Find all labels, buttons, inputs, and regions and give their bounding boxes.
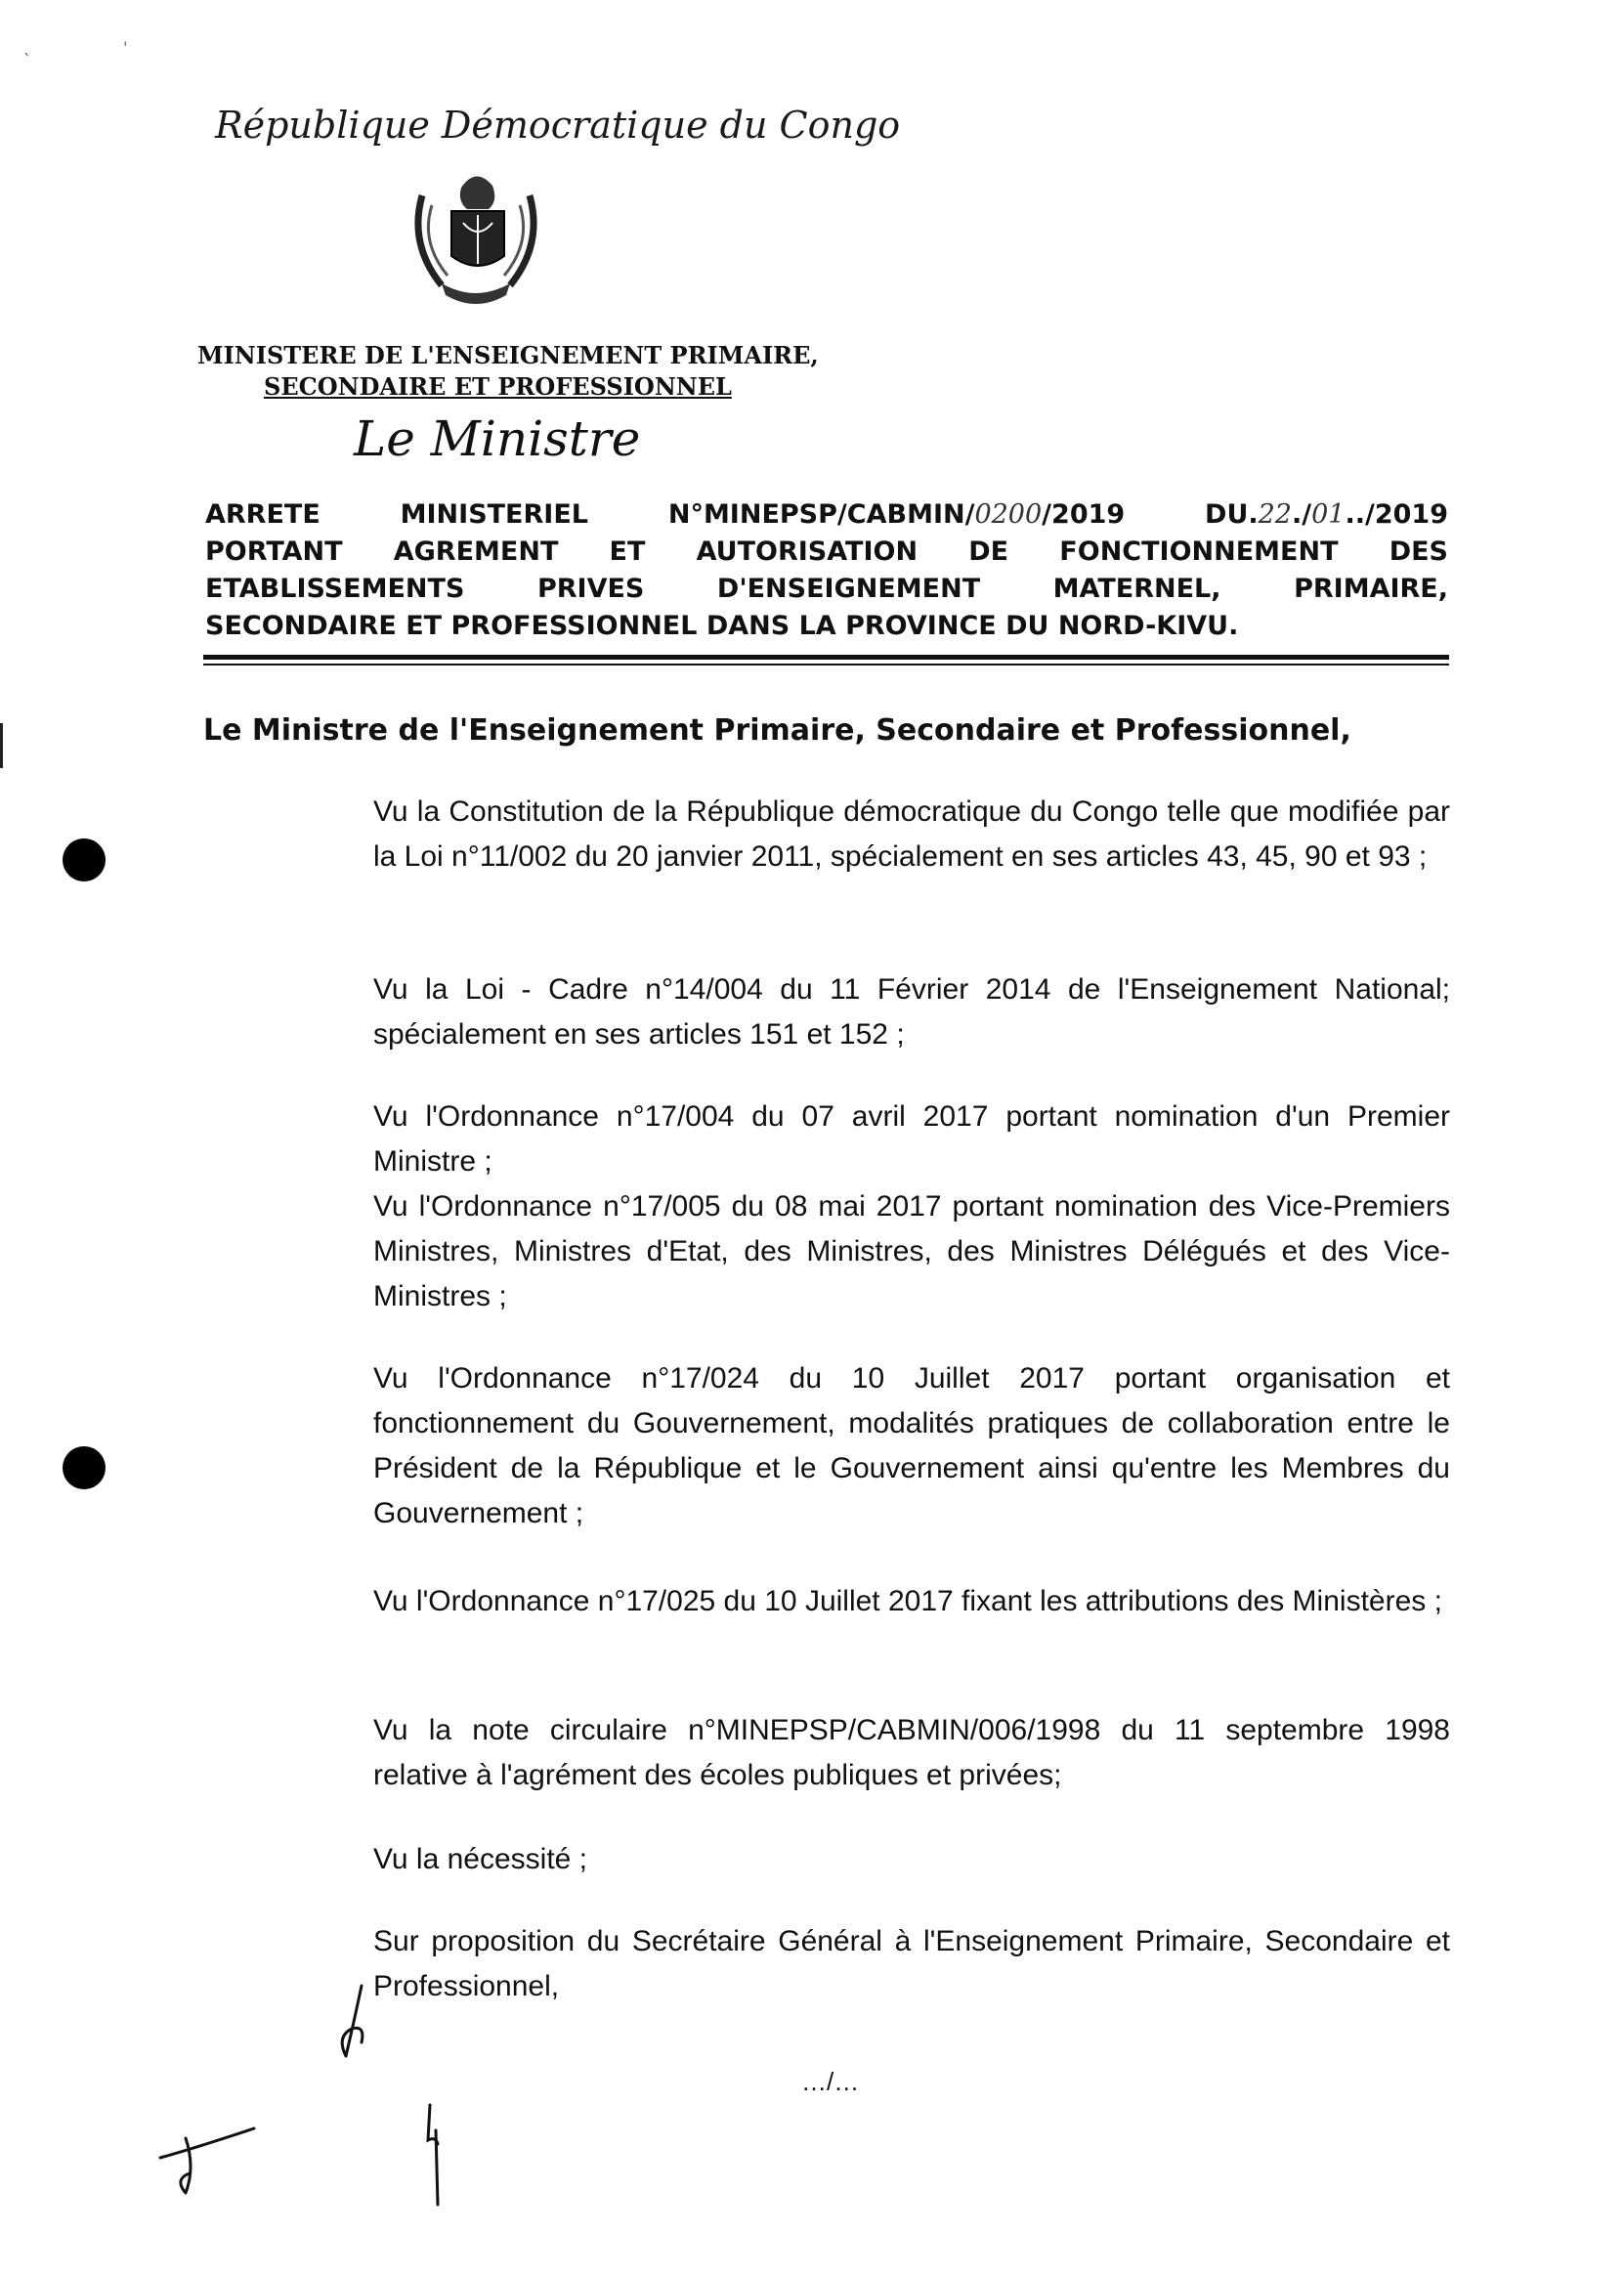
recital-proposal — [207, 1919, 1450, 2009]
recital-necessity — [207, 1837, 1450, 1882]
decree-word: MINISTERIEL — [400, 499, 588, 530]
recital-framework-law — [207, 967, 1450, 1057]
recital-ordonnance-024 — [207, 1356, 1450, 1536]
recital-text: Vu la Constitution de la République démocratique du Congo telle que modifiée par la Loi n°11/002 du 20 janvier 2011, spécialement en ses articles 43, 45, 90 et 93 ; — [373, 795, 1450, 873]
recital-text: Vu l'Ordonnance n°17/004 du 07 avril 2017 portant nomination d'un Premier Ministre ; — [373, 1100, 1450, 1178]
recital-constitution — [207, 790, 1450, 880]
recital-circular-note — [207, 1708, 1450, 1798]
decree-heading — [205, 496, 1448, 645]
page-continuation: …/… — [801, 2067, 860, 2096]
handwritten-initial-icon — [332, 1984, 371, 2066]
decree-sep: ./ — [1291, 499, 1312, 530]
ministry-name — [197, 340, 819, 403]
handwritten-number: 0200 — [974, 499, 1043, 530]
handwritten-day: 22 — [1258, 499, 1292, 530]
minister-intro: Le Ministre de l'Enseignement Primaire, Secondaire et Professionnel, — [203, 713, 1351, 748]
ministry-line-2: SECONDAIRE ET PROFESSIONNEL — [264, 372, 732, 401]
handwritten-mark-icon — [420, 2101, 449, 2212]
decree-ref: N°MINEPSP/CABMIN/ — [667, 499, 975, 530]
recital-text: Sur proposition du Secrétaire Général à l'Enseignement Primaire, Secondaire et Professionnel, — [373, 1925, 1450, 2002]
coat-of-arms-icon — [403, 166, 549, 313]
recital-ordonnance-004 — [207, 1095, 1450, 1184]
republic-title: République Démocratique du Congo — [215, 104, 901, 147]
recital-text: Vu la note circulaire n°MINEPSP/CABMIN/006/1998 du 11 septembre 1998 relative à l'agrément des écoles publiques et privées; — [373, 1714, 1450, 1791]
decree-date-year: ../2019 — [1345, 499, 1448, 530]
heading-divider — [203, 664, 1449, 665]
heading-divider — [203, 655, 1449, 660]
decree-word: ARRETE — [205, 499, 321, 530]
recital-text: Vu l'Ordonnance n°17/025 du 10 Juillet 2017 fixant les attributions des Ministères ; — [373, 1585, 1442, 1617]
recital-text: Vu la Loi - Cadre n°14/004 du 11 Février 2014 de l'Enseignement National; spécialement en ses articles 151 et 152 ; — [373, 973, 1450, 1051]
ministry-line-1: MINISTERE DE L'ENSEIGNEMENT PRIMAIRE, — [197, 341, 819, 369]
decree-line-1 — [205, 496, 1448, 534]
signatory-title: Le Ministre — [354, 410, 641, 467]
handwritten-paraph-icon — [156, 2109, 264, 2201]
recital-text: Vu l'Ordonnance n°17/005 du 08 mai 2017 portant nomination des Vice-Premiers Ministres, Ministres d'Etat, des Ministres, des Ministres Délégués et des Vice-Ministres ; — [373, 1190, 1450, 1312]
decree-du: DU. — [1205, 499, 1259, 530]
decree-line-2: PORTANT AGREMENT ET AUTORISATION DE FONCTIONNEMENT DES — [205, 537, 1448, 567]
recital-text: Vu la nécessité ; — [373, 1843, 588, 1875]
recital-text: Vu l'Ordonnance n°17/024 du 10 Juillet 2017 portant organisation et fonctionnement du Gouvernement, modalités pratiques de collaboration entre le Président de la République et le Gouvernement ainsi qu'entre les Membres du Gouvernement ; — [373, 1362, 1450, 1529]
punch-hole — [63, 1446, 106, 1489]
scan-mark: ˈ — [123, 39, 128, 58]
recital-ordonnance-025 — [207, 1579, 1450, 1624]
recital-ordonnance-005 — [207, 1184, 1450, 1319]
decree-line-4: SECONDAIRE ET PROFESSIONNEL DANS LA PROVINCE DU NORD-KIVU. — [205, 611, 1239, 641]
scan-margin-mark — [0, 723, 3, 768]
scan-mark: ˎ — [23, 37, 31, 56]
decree-year: /2019 — [1042, 499, 1126, 530]
decree-line-3: ETABLISSEMENTS PRIVES D'ENSEIGNEMENT MATERNEL, PRIMAIRE, — [205, 574, 1448, 604]
punch-hole — [63, 838, 106, 881]
handwritten-month: 01 — [1311, 499, 1346, 530]
